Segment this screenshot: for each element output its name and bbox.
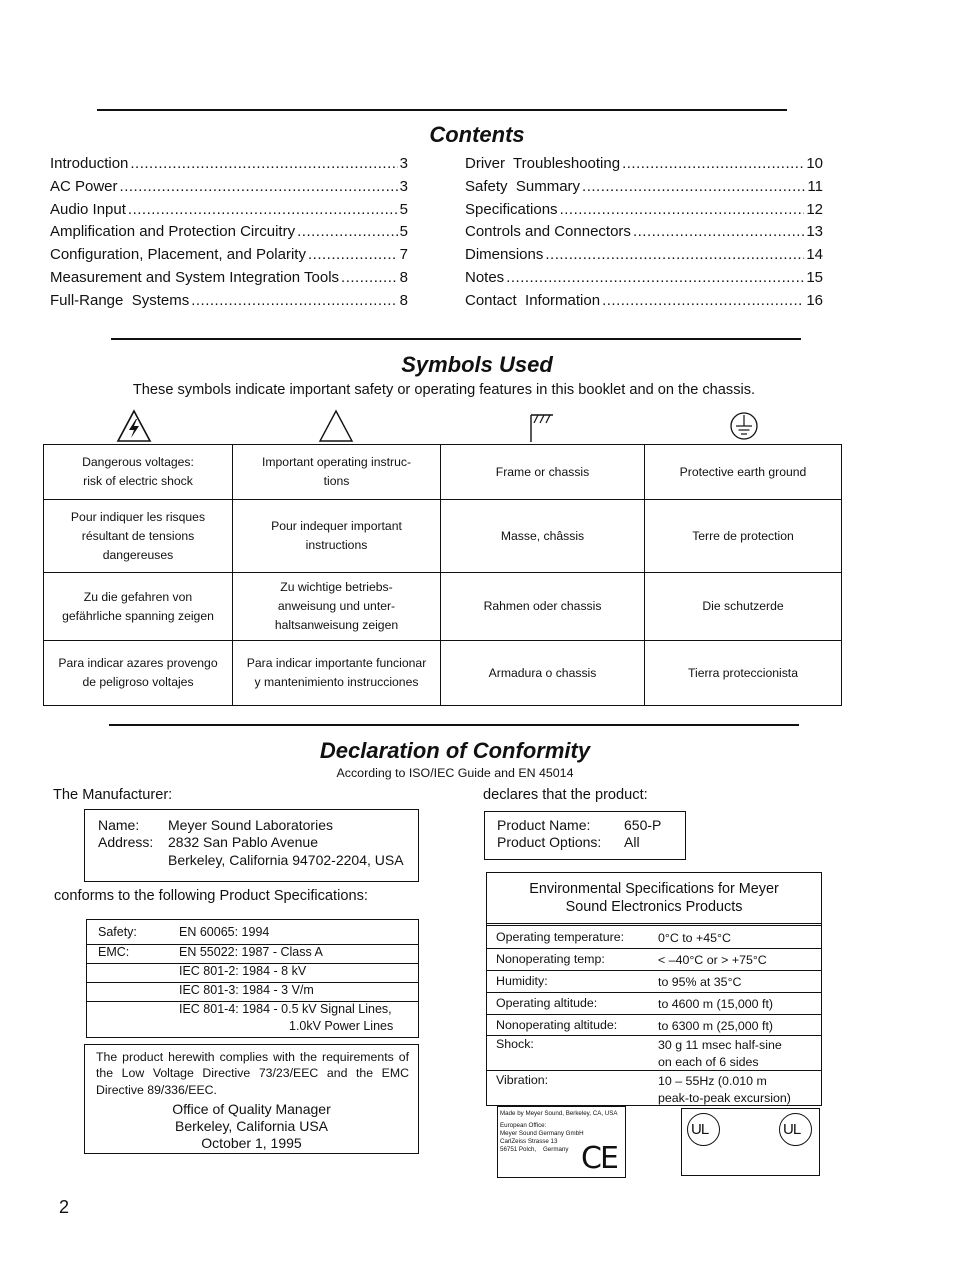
ul-mark-text: UL (783, 1121, 801, 1138)
toc-entry-page: 3 (399, 155, 408, 172)
symbol-description: Armadura o chassis (441, 641, 645, 706)
env-divider (487, 925, 821, 926)
toc-leader-dots (191, 292, 397, 309)
toc-entry-page: 8 (399, 268, 408, 286)
toc-entry-page: 5 (399, 223, 408, 241)
toc-leader-dots (633, 223, 804, 240)
toc-entry-title: Specifications (465, 200, 558, 218)
env-divider (487, 1014, 821, 1015)
env-spec-value-line2: peak-to-peak excursion) (658, 1091, 791, 1105)
label-plate (497, 1106, 626, 1178)
product-name-value: 650-P (624, 817, 662, 833)
declares-label: declares that the product: (483, 787, 648, 803)
toc-leader-dots (582, 178, 805, 195)
env-spec-value: 30 g 11 msec half-sine (658, 1038, 782, 1052)
declaration-title: Declaration of Conformity (319, 738, 591, 763)
emc-value-1: EN 55022: 1987 - Class A (179, 945, 323, 959)
toc-entry-title: Audio Input (50, 200, 126, 218)
toc-entry-title: Dimensions (465, 246, 544, 264)
symbols-title: Symbols Used (401, 352, 553, 377)
toc-right-column (465, 155, 823, 315)
env-spec-value: < –40°C or > +75°C (658, 953, 767, 967)
toc-entry-title: Full-Range Systems (50, 291, 190, 309)
toc-entry-page: 10 (806, 155, 823, 172)
env-spec-key: Shock: (496, 1037, 534, 1051)
declaration-top-rule (109, 724, 799, 726)
toc-entry (50, 246, 408, 269)
toc-entry-title: Driver Troubleshooting (465, 155, 621, 172)
page-number: 2 (59, 1197, 70, 1217)
symbol-description: Pour indequer important instructions (233, 500, 441, 573)
env-spec-value: to 95% at 35°C (658, 975, 742, 989)
symbols-row (44, 641, 842, 706)
env-divider (487, 970, 821, 971)
ce-mark-icon: CE (581, 1141, 617, 1176)
signoff-location: Berkeley, California USA (174, 1118, 329, 1134)
symbol-description: Para indicar importante funcionar y mantenimiento instrucciones (233, 641, 441, 706)
symbol-description: Dangerous voltages: risk of electric shock (44, 445, 233, 500)
env-specs-box (486, 872, 822, 1106)
symbol-description: Terre de protection (645, 500, 842, 573)
symbols-top-rule (111, 338, 801, 340)
toc-leader-dots (622, 155, 804, 172)
symbol-description: Frame or chassis (441, 445, 645, 500)
name-key: Name: (98, 817, 140, 833)
env-title: Environmental Specifications for Meyer Sound Electronics Products (529, 881, 779, 915)
symbol-description: Zu wichtige betriebs- anweisung und unter- haltsanweisung zeigen (233, 573, 441, 641)
toc-entry (50, 178, 408, 201)
protective-earth-icon (728, 410, 760, 442)
toc-entry (50, 292, 408, 315)
name-value: Meyer Sound Laboratories (168, 817, 333, 833)
signoff-date: October 1, 1995 (201, 1135, 302, 1151)
toc-entry-page: 11 (807, 177, 823, 195)
toc-entry (50, 269, 408, 292)
compliance-box (84, 1044, 419, 1154)
toc-leader-dots (297, 223, 398, 240)
toc-leader-dots (560, 201, 805, 218)
safety-value: EN 60065: 1994 (179, 925, 270, 939)
env-spec-key: Vibration: (496, 1073, 549, 1087)
emc-value-2: IEC 801-2: 1984 - 8 kV (179, 964, 307, 978)
toc-left-column (50, 155, 408, 315)
manufacturer-label: The Manufacturer: (53, 787, 173, 803)
symbols-intro: These symbols indicate important safety or operating features in this booklet and on the chassis. (132, 382, 756, 398)
env-divider (487, 923, 821, 924)
toc-leader-dots (545, 246, 804, 263)
product-name-key: Product Name: (497, 817, 591, 833)
address-key: Address: (98, 834, 154, 850)
toc-entry (465, 155, 823, 178)
address-line1: 2832 San Pablo Avenue (168, 834, 318, 850)
env-divider (487, 1035, 821, 1036)
toc-entry-page: 5 (399, 200, 408, 218)
env-spec-key: Nonoperating altitude: (496, 1018, 618, 1032)
toc-entry (465, 246, 823, 269)
toc-entry-title: Controls and Connectors (465, 223, 631, 241)
toc-entry-title: Safety Summary (465, 177, 581, 195)
plate-line-3: Meyer Sound Germany GmbH (500, 1130, 584, 1137)
emc-key: EMC: (98, 945, 130, 959)
emc-value-3: IEC 801-3: 1984 - 3 V/m (179, 983, 314, 997)
env-divider (487, 948, 821, 949)
ul-marks-box (681, 1108, 820, 1176)
toc-entry-page: 12 (806, 200, 823, 218)
toc-entry-title: Contact Information (465, 291, 601, 309)
compliance-text: The product herewith complies with the requirements of the Low Voltage Directive 73/23/EEC and the EMC Directive 89/336/EEC. (96, 1050, 409, 1097)
symbols-row (44, 500, 842, 573)
env-spec-value: 10 – 55Hz (0.010 m (658, 1074, 767, 1088)
toc-leader-dots (120, 178, 398, 195)
declaration-subtitle: According to ISO/IEC Guide and EN 45014 (336, 766, 574, 780)
product-options-key: Product Options: (497, 834, 602, 850)
toc-entry-title: Introduction (50, 155, 129, 172)
env-spec-value: to 4600 m (15,000 ft) (658, 997, 774, 1011)
caution-triangle-icon (318, 409, 354, 443)
env-spec-key: Humidity: (496, 974, 548, 988)
toc-entry-title: Amplification and Protection Circuitry (50, 223, 296, 241)
toc-leader-dots (128, 201, 398, 218)
toc-entry (465, 292, 823, 315)
toc-leader-dots (308, 246, 398, 263)
toc-entry-page: 14 (806, 246, 823, 264)
emc-value-4: IEC 801-4: 1984 - 0.5 kV Signal Lines, (179, 1002, 392, 1016)
env-spec-key: Nonoperating temp: (496, 952, 605, 966)
env-spec-value: 0°C to +45°C (658, 931, 731, 945)
ul-mark-icon (779, 1113, 812, 1146)
symbol-description: Para indicar azares provengo de peligroso voltajes (44, 641, 233, 706)
plate-line-4: CarlZeiss Strasse 13 (500, 1138, 558, 1145)
product-box (484, 811, 686, 860)
plate-line-1: Made by Meyer Sound, Berkeley, CA, USA (500, 1110, 618, 1117)
toc-entry-title: AC Power (50, 177, 118, 195)
contents-top-rule (97, 109, 787, 111)
specs-box (86, 919, 419, 1038)
toc-entry (465, 269, 823, 292)
env-spec-value-line2: on each of 6 sides (658, 1055, 759, 1069)
toc-entry-title: Notes (465, 268, 505, 286)
lightning-triangle-icon (116, 409, 152, 443)
manufacturer-box (84, 809, 419, 882)
toc-entry (50, 155, 408, 178)
toc-entry (465, 223, 823, 246)
symbols-table (43, 444, 842, 706)
env-divider (487, 992, 821, 993)
symbol-description: Pour indiquer les risques résultant de tensions dangereuses (44, 500, 233, 573)
env-spec-key: Operating altitude: (496, 996, 598, 1010)
symbol-description: Tierra proteccionista (645, 641, 842, 706)
toc-entry-title: Configuration, Placement, and Polarity (50, 246, 306, 264)
toc-entry-page: 13 (806, 223, 823, 241)
toc-entry (465, 201, 823, 224)
ul-mark-text: UL (691, 1121, 709, 1138)
chassis-ground-icon (527, 409, 557, 443)
toc-leader-dots (130, 155, 397, 172)
env-spec-value: to 6300 m (25,000 ft) (658, 1019, 774, 1033)
toc-entry-page: 15 (806, 268, 823, 286)
product-options-value: All (624, 834, 640, 850)
symbol-description: Important operating instruc- tions (233, 445, 441, 500)
toc-leader-dots (602, 292, 804, 309)
emc-value-4-line2: 1.0kV Power Lines (289, 1019, 394, 1033)
ul-mark-icon (687, 1113, 720, 1146)
env-divider (487, 1070, 821, 1071)
toc-leader-dots (341, 269, 398, 286)
toc-entry-title: Measurement and System Integration Tools (50, 268, 340, 286)
plate-line-2: European Office: (500, 1122, 547, 1129)
symbol-description: Protective earth ground (645, 445, 842, 500)
signoff-office: Office of Quality Manager (172, 1101, 331, 1117)
symbol-description: Masse, châssis (441, 500, 645, 573)
plate-line-5: 56751 Polch, Germany (500, 1146, 569, 1153)
toc-entry-page: 8 (399, 291, 408, 309)
toc-entry (465, 178, 823, 201)
toc-entry (50, 223, 408, 246)
safety-key: Safety: (98, 925, 137, 939)
symbol-description: Rahmen oder chassis (441, 573, 645, 641)
toc-entry-page: 7 (399, 246, 408, 264)
env-spec-key: Operating temperature: (496, 930, 625, 944)
toc-entry-page: 16 (806, 291, 823, 309)
symbol-description: Zu die gefahren von gefährliche spanning zeigen (44, 573, 233, 641)
toc-leader-dots (506, 269, 804, 286)
contents-title: Contents (429, 122, 525, 147)
toc-entry-page: 3 (399, 177, 408, 195)
toc-entry (50, 201, 408, 224)
conforms-label: conforms to the following Product Specifications: (54, 888, 368, 904)
address-line2: Berkeley, California 94702-2204, USA (168, 852, 404, 868)
symbols-row (44, 445, 842, 500)
symbols-row (44, 573, 842, 641)
symbol-description: Die schutzerde (645, 573, 842, 641)
